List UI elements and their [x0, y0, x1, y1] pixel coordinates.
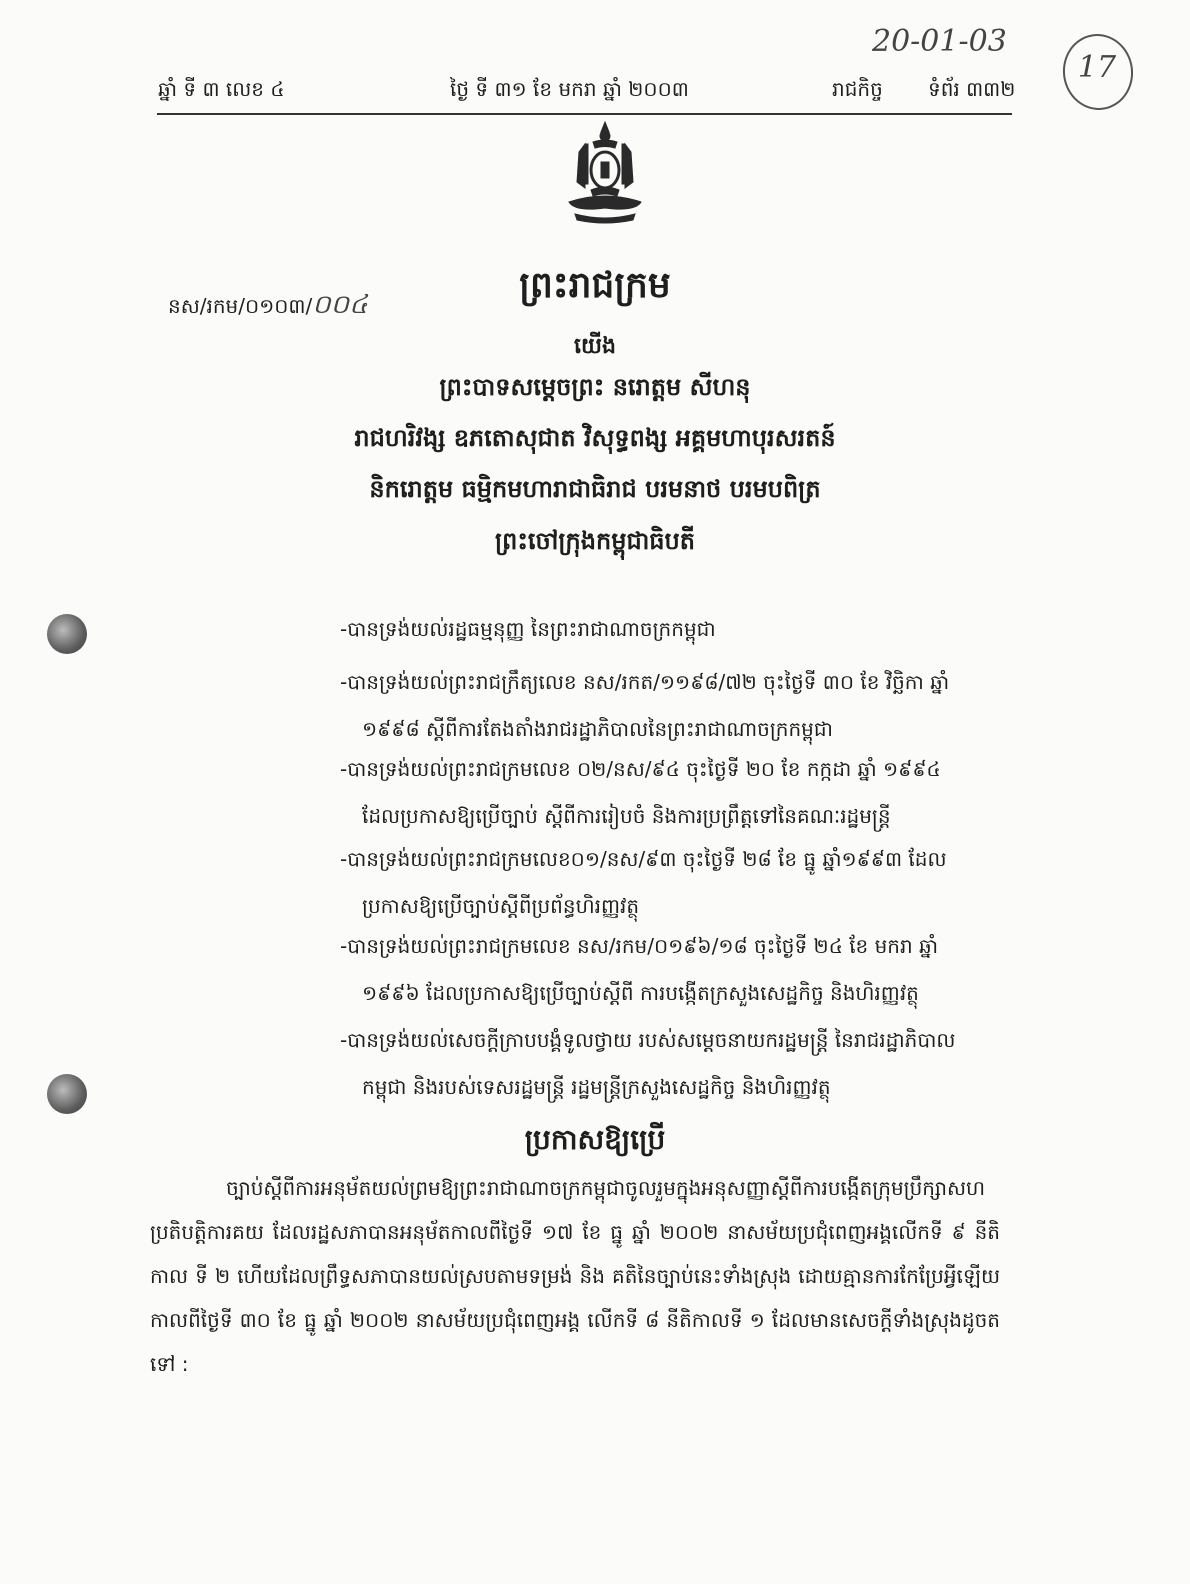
- consideration-5-line-1: -បានទ្រង់យល់ព្រះរាជក្រមលេខ នស/រកម/០១៩៦/១៨ ចុះថ្ងៃទី ២៤ ខែ មករា ឆ្នាំ: [340, 934, 939, 958]
- consideration-3-line-1: -បានទ្រង់យល់ព្រះរាជក្រមលេខ ០២/នស/៩៤ ចុះថ្ងៃទី ២០ ខែ កក្កដា ឆ្នាំ ១៩៩៤: [340, 757, 941, 781]
- header-gazette: រាជកិច្ច: [832, 77, 883, 101]
- consideration-2: [340, 659, 1000, 753]
- consideration-4-line-2: ប្រកាសឱ្យប្រើច្បាប់ស្តីពីប្រព័ន្ធហិរញ្ញវត្ថុ: [362, 894, 640, 918]
- handwritten-date: 20-01-03: [872, 24, 1007, 59]
- consideration-5-line-2: ១៩៩៦ ដែលប្រកាសឱ្យប្រើច្បាប់ស្តីពី ការបង្កើតក្រសួងសេដ្ឋកិច្ច និងហិរញ្ញវត្ថុ: [362, 981, 919, 1005]
- promulgate-heading: ប្រកាសឱ្យប្រើ: [524, 1123, 666, 1156]
- header-page-label: ទំព័រ ៣៣២: [928, 77, 1016, 101]
- consideration-1-line-1: -បានទ្រង់យល់រដ្ឋធម្មនុញ្ញ នៃព្រះរាជាណាចក្រកម្ពុជា: [340, 617, 716, 641]
- decree-we: យើង: [574, 334, 616, 359]
- consideration-6: [340, 1017, 1000, 1111]
- punch-hole-top: [47, 614, 87, 654]
- consideration-1: [340, 606, 1000, 653]
- consideration-2-line-1: -បានទ្រង់យល់ព្រះរាជក្រឹត្យលេខ នស/រកត/១១៩៨/៧២ ចុះថ្ងៃទី ៣០ ខែ វិច្ឆិកា ឆ្នាំ: [340, 670, 950, 694]
- consideration-5: [340, 923, 1000, 1017]
- body-paragraph: ច្បាប់ស្តីពីការអនុម័តយល់ព្រមឱ្យព្រះរាជាណាចក្រកម្ពុជាចូលរួមក្នុងអនុសញ្ញាស្តីពីការបង្កើតក្រុមប្រឹក្សាសហប្រតិបត្តិការគយ ដែលរដ្ឋសភាបានអនុម័តកាលពីថ្ងៃទី ១៧ ខែ ធ្នូ ឆ្នាំ ២០០២ នាសម័យប្រជុំពេញអង្គលើកទី ៩ នីតិកាល ទី ២ ហើយដែលព្រឹទ្ធសភាបានយល់ស្របតាមទម្រង់ និង គតិនៃច្បាប់នេះទាំងស្រុង ដោយគ្មានការកែប្រែអ្វីឡើយ កាលពីថ្ងៃទី ៣០ ខែ ធ្នូ ឆ្នាំ ២០០២ នាសម័យប្រជុំពេញអង្គ លើកទី ៨ នីតិកាលទី ១ ដែលមានសេចក្តីទាំងស្រុងដូចតទៅ :: [150, 1176, 1000, 1376]
- header-year-number: ឆ្នាំ ទី ៣ លេខ ៤: [158, 77, 285, 101]
- header-date: ថ្ងៃ ទី ៣១ ខែ មករា ឆ្នាំ ២០០៣: [450, 77, 689, 101]
- page-number-handwritten: 17: [1077, 50, 1117, 85]
- consideration-4-line-1: -បានទ្រង់យល់ព្រះរាជក្រមលេខ០១/នស/៩៣ ចុះថ្ងៃទី ២៨ ខែ ធ្នូ ឆ្នាំ១៩៩៣ ដែល: [340, 847, 947, 871]
- royal-title-line-4: ព្រះចៅក្រុងកម្ពុជាធិបតី: [494, 527, 696, 555]
- consideration-6-line-2: កម្ពុជា និងរបស់ទេសរដ្ឋមន្ត្រី រដ្ឋមន្ត្រីក្រសួងសេដ្ឋកិច្ច និងហិរញ្ញវត្ថុ: [362, 1075, 831, 1099]
- royal-title-line-1: ព្រះបាទសម្តេចព្រះ នរោត្តម សីហនុ: [439, 373, 751, 401]
- decree-title: ព្រះរាជក្រម: [519, 265, 671, 306]
- royal-title-line-3: និករោត្តម ធម្មិកមហារាជាធិរាជ បរមនាថ បរមបពិត្រ: [369, 475, 821, 503]
- punch-hole-bottom: [47, 1074, 87, 1114]
- reference-handwritten-suffix: ០០៤: [312, 290, 368, 320]
- reference-prefix: នស/រកម/០១០៣/: [168, 294, 313, 318]
- consideration-6-line-1: -បានទ្រង់យល់សេចក្តីក្រាបបង្គំទូលថ្វាយ របស់សម្តេចនាយករដ្ឋមន្ត្រី នៃរាជរដ្ឋាភិបាល: [340, 1028, 956, 1052]
- consideration-2-line-2: ១៩៩៨ ស្តីពីការតែងតាំងរាជរដ្ឋាភិបាលនៃព្រះរាជាណាចក្រកម្ពុជា: [362, 717, 833, 741]
- royal-coat-of-arms-icon: [555, 118, 655, 228]
- consideration-3: [340, 746, 1000, 840]
- consideration-3-line-2: ដែលប្រកាសឱ្យប្រើច្បាប់ ស្តីពីការរៀបចំ និងការប្រព្រឹត្តទៅនៃគណៈរដ្ឋមន្ត្រី: [362, 804, 891, 828]
- royal-title-line-2: រាជហរិវង្ស ឧភតោសុជាត វិសុទ្ធពង្ស អគ្គមហាបុរសរតន៍: [354, 424, 836, 452]
- consideration-4: [340, 836, 1000, 930]
- header-rule: [157, 113, 1012, 115]
